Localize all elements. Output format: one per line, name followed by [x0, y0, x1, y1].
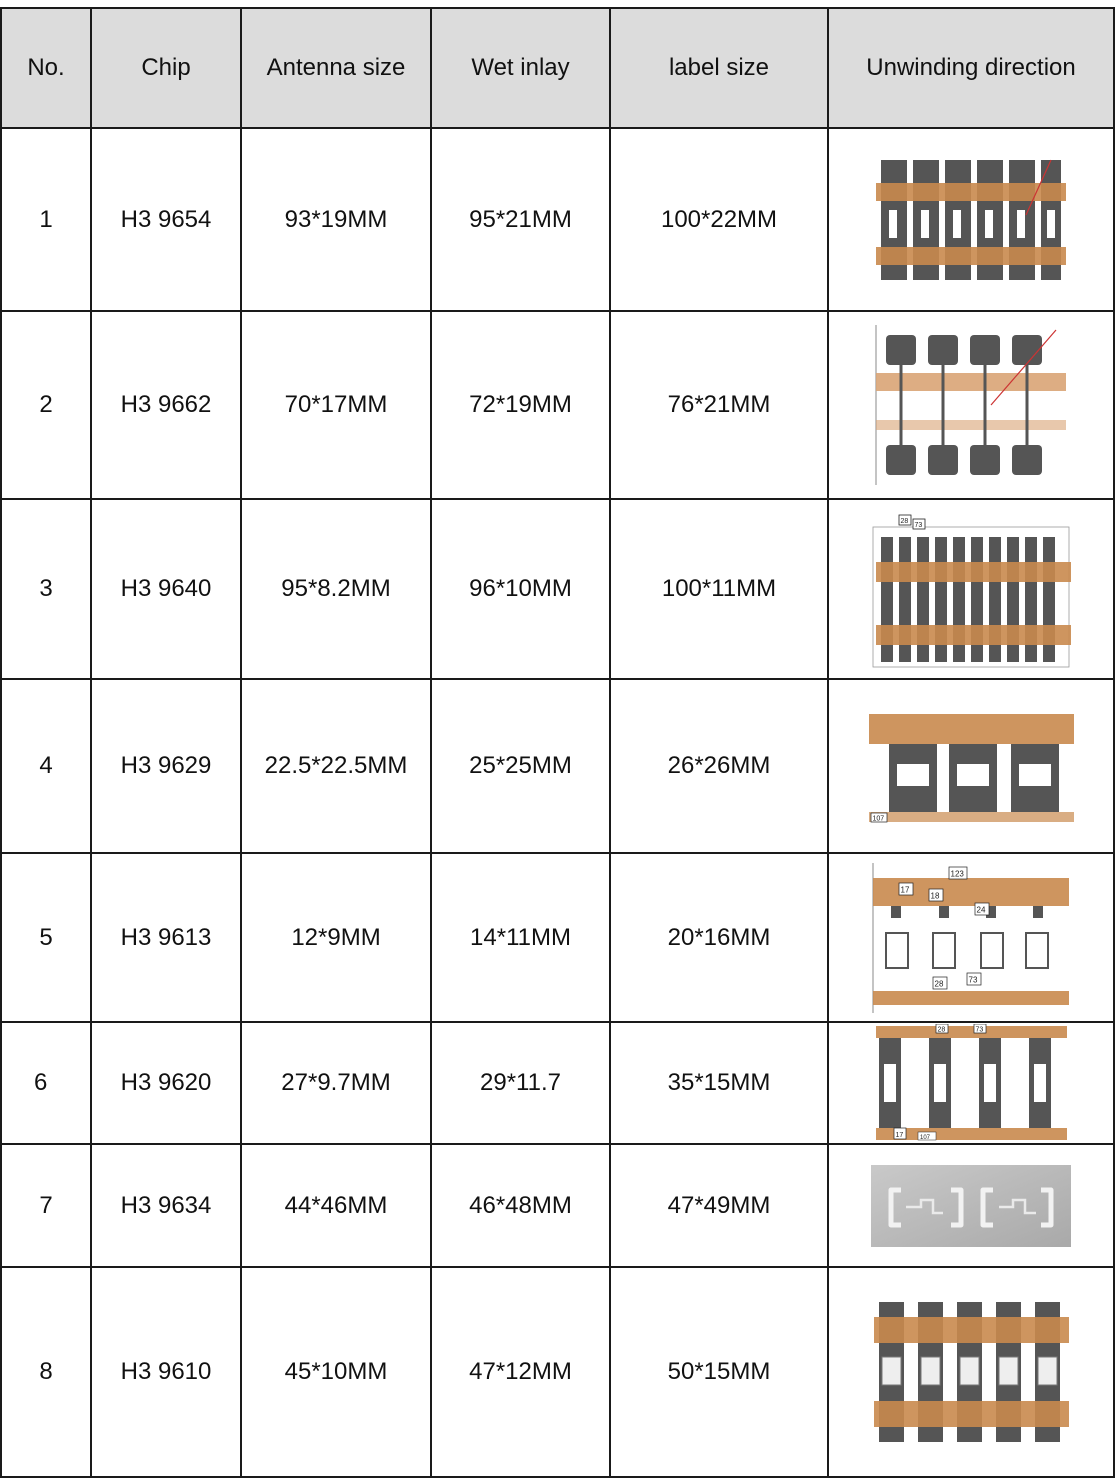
cell-no: 2	[1, 311, 91, 499]
cell-chip: H3 9610	[91, 1267, 241, 1477]
cell-antenna-size: 70*17MM	[241, 311, 431, 499]
cell-antenna-size: 12*9MM	[241, 853, 431, 1022]
cell-antenna-size: 27*9.7MM	[241, 1022, 431, 1144]
table-row	[1, 499, 1114, 679]
dimension-label: 123	[950, 869, 964, 878]
inlay-roll-diagram-8	[874, 1297, 1069, 1447]
cell-label-size: 26*26MM	[610, 679, 828, 853]
table-row	[1, 311, 1114, 499]
cell-antenna-size: 45*10MM	[241, 1267, 431, 1477]
inlay-roll-diagram-6	[874, 1024, 1069, 1142]
dimension-label: 17	[895, 1132, 903, 1139]
dimension-label: 73	[975, 1026, 983, 1034]
cell-no: 4	[1, 679, 91, 853]
cell-diagram	[828, 1022, 1114, 1144]
cell-chip: H3 9634	[91, 1144, 241, 1267]
cell-label-size: 100*22MM	[610, 128, 828, 311]
cell-wet-inlay: 14*11MM	[431, 853, 610, 1022]
cell-diagram	[828, 853, 1114, 1022]
dimension-label: 18	[930, 891, 940, 900]
dimension-label: 28	[934, 979, 944, 988]
cell-no: 8	[1, 1267, 91, 1477]
header-antenna-size: Antenna size	[241, 8, 431, 128]
cell-diagram	[828, 1144, 1114, 1267]
cell-no: 6	[1, 1022, 91, 1144]
dimension-label: 28	[900, 517, 909, 525]
header-unwinding-direction: Unwinding direction	[828, 8, 1114, 128]
spec-table-container	[0, 7, 1113, 1478]
cell-chip: H3 9620	[91, 1022, 241, 1144]
cell-chip: H3 9640	[91, 499, 241, 679]
table-row	[1, 853, 1114, 1022]
cell-no: 3	[1, 499, 91, 679]
dimension-label: 24	[976, 905, 986, 914]
cell-no: 1	[1, 128, 91, 311]
dimension-label: 28	[937, 1026, 945, 1034]
cell-label-size: 76*21MM	[610, 311, 828, 499]
cell-no: 7	[1, 1144, 91, 1267]
dimension-label: 107	[872, 815, 884, 822]
header-label-size: label size	[610, 8, 828, 128]
inlay-roll-diagram-5	[871, 863, 1071, 1013]
table-row	[1, 1267, 1114, 1477]
cell-wet-inlay: 72*19MM	[431, 311, 610, 499]
cell-antenna-size: 44*46MM	[241, 1144, 431, 1267]
cell-wet-inlay: 47*12MM	[431, 1267, 610, 1477]
table-row	[1, 128, 1114, 311]
cell-wet-inlay: 25*25MM	[431, 679, 610, 853]
cell-label-size: 47*49MM	[610, 1144, 828, 1267]
cell-antenna-size: 22.5*22.5MM	[241, 679, 431, 853]
table-header-row	[1, 8, 1114, 128]
table-row	[1, 679, 1114, 853]
cell-wet-inlay: 95*21MM	[431, 128, 610, 311]
cell-diagram	[828, 1267, 1114, 1477]
cell-wet-inlay: 46*48MM	[431, 1144, 610, 1267]
table-row	[1, 1144, 1114, 1267]
cell-no: 5	[1, 853, 91, 1022]
cell-wet-inlay: 96*10MM	[431, 499, 610, 679]
cell-label-size: 100*11MM	[610, 499, 828, 679]
table-row	[1, 1022, 1114, 1144]
cell-antenna-size: 93*19MM	[241, 128, 431, 311]
cell-chip: H3 9662	[91, 311, 241, 499]
cell-diagram	[828, 679, 1114, 853]
dimension-label: 107	[919, 1135, 930, 1141]
dimension-label: 73	[968, 975, 978, 984]
dimension-label: 17	[900, 885, 910, 894]
cell-diagram	[828, 128, 1114, 311]
cell-label-size: 35*15MM	[610, 1022, 828, 1144]
dimension-label: 73	[914, 521, 923, 529]
header-no: No.	[1, 8, 91, 128]
cell-chip: H3 9613	[91, 853, 241, 1022]
inlay-roll-diagram-3	[861, 507, 1081, 672]
header-chip: Chip	[91, 8, 241, 128]
inlay-roll-diagram-4	[869, 709, 1074, 824]
cell-label-size: 50*15MM	[610, 1267, 828, 1477]
cell-diagram	[828, 311, 1114, 499]
cell-label-size: 20*16MM	[610, 853, 828, 1022]
header-wet-inlay: Wet inlay	[431, 8, 610, 128]
inlay-photo-7	[871, 1165, 1071, 1247]
cell-chip: H3 9654	[91, 128, 241, 311]
rfid-inlay-spec-table	[0, 7, 1115, 1478]
inlay-roll-diagram-2	[871, 325, 1071, 485]
cell-chip: H3 9629	[91, 679, 241, 853]
cell-diagram	[828, 499, 1114, 679]
cell-wet-inlay: 29*11.7	[431, 1022, 610, 1144]
cell-antenna-size: 95*8.2MM	[241, 499, 431, 679]
inlay-roll-diagram-1	[876, 155, 1066, 285]
